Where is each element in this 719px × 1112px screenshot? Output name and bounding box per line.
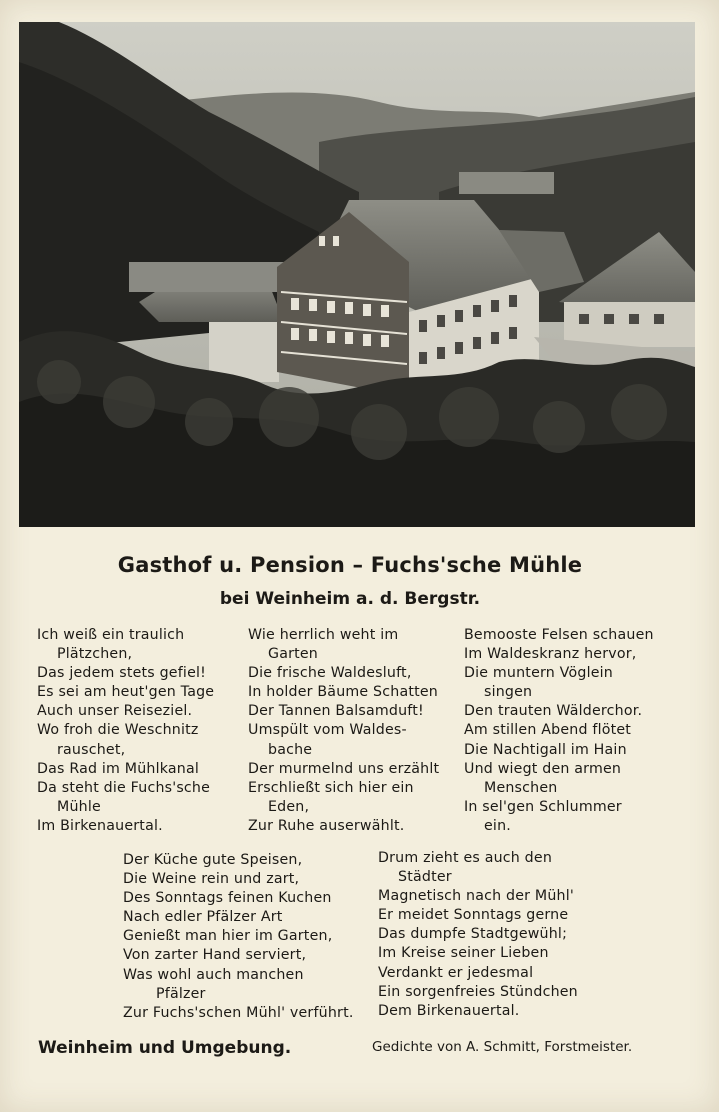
poem-line: ein. — [484, 817, 511, 834]
poem-line: Das Rad im Mühlkanal — [37, 760, 200, 777]
poem-line: Umspült vom Waldes- — [248, 722, 407, 739]
poem-line: Die Weine rein und zart, — [123, 871, 300, 888]
poem-line: Der Tannen Balsamduft! — [248, 703, 424, 720]
poem-line: Im Waldeskranz hervor, — [464, 646, 637, 663]
poem-line: Eden, — [268, 798, 310, 815]
poem-stanza-5 — [378, 849, 578, 1021]
poem-line: Wie herrlich weht im — [248, 627, 399, 643]
footer-author-credit: Gedichte von A. Schmitt, Forstmeister. — [372, 1039, 633, 1055]
card-title: Gasthof u. Pension – Fuchs'sche Mühle — [117, 553, 583, 577]
poem-line: Verdankt er jedesmal — [378, 964, 534, 981]
photo-illustration — [19, 22, 695, 527]
footer-series-title: Weinheim und Umgebung. — [38, 1038, 292, 1058]
poem-line: Dem Birkenauertal. — [378, 1002, 520, 1019]
poem-line: Nach edler Pfälzer Art — [123, 909, 283, 926]
poem-line: Und wiegt den armen — [464, 760, 622, 777]
poem-line: Das dumpfe Stadtgewühl; — [378, 926, 568, 943]
poem-line: Die Nachtigall im Hain — [464, 741, 627, 758]
poem-line: Erschließt sich hier ein — [248, 779, 414, 796]
poem-line: Bemooste Felsen schauen — [464, 627, 654, 643]
poem-line: Es sei am heut'gen Tage — [37, 684, 215, 701]
poem-line: Im Birkenauertal. — [37, 817, 163, 834]
mill-photograph — [19, 22, 695, 527]
poem-line: singen — [484, 684, 533, 701]
poem-stanza-4 — [123, 851, 354, 1023]
poem-line: Zur Fuchs'schen Mühl' verführt. — [123, 1004, 354, 1021]
poem-stanza-1 — [37, 626, 214, 836]
poem-line: Der murmelnd uns erzählt — [248, 760, 440, 777]
poem-line: Die frische Waldesluft, — [248, 665, 412, 682]
poem-line: Plätzchen, — [57, 646, 133, 663]
poem-line: bache — [268, 741, 313, 758]
poem-line: Von zarter Hand serviert, — [123, 947, 307, 964]
poem-line: Garten — [268, 646, 319, 663]
poem-line: Magnetisch nach der Mühl' — [378, 888, 574, 905]
poem-line: Ich weiß ein traulich — [37, 627, 185, 643]
poem-line: rauschet, — [57, 741, 126, 758]
poem-line: Im Kreise seiner Lieben — [378, 945, 549, 962]
card-subtitle: bei Weinheim a. d. Bergstr. — [219, 589, 481, 609]
poem-line: Was wohl auch manchen — [123, 966, 304, 983]
poem-line: Die muntern Vöglein — [464, 665, 613, 682]
poem-stanza-2 — [248, 626, 439, 836]
poem-line: Städter — [398, 869, 452, 886]
poem-line: Menschen — [484, 779, 558, 796]
poem-line: Ein sorgenfreies Stündchen — [378, 983, 578, 1000]
poem-line: Da steht die Fuchs'sche — [37, 779, 211, 796]
poem-line: Zur Ruhe auserwählt. — [248, 817, 405, 834]
poem-line: Am stillen Abend flötet — [464, 722, 632, 739]
poem-stanza-3 — [464, 626, 654, 836]
poem-line: Des Sonntags feinen Kuchen — [123, 890, 332, 907]
poem-line: Genießt man hier im Garten, — [123, 928, 333, 945]
poem-line: Der Küche gute Speisen, — [123, 852, 303, 868]
poem-line: Mühle — [57, 798, 101, 815]
poem-line: Drum zieht es auch den — [378, 850, 553, 866]
poem-line: Pfälzer — [156, 985, 206, 1002]
poem-line: Auch unser Reiseziel. — [37, 703, 193, 720]
poem-line: Das jedem stets gefiel! — [37, 665, 207, 682]
poem-line: Wo froh die Weschnitz — [37, 722, 199, 739]
poem-line: Den trauten Wälderchor. — [464, 703, 643, 720]
poem-line: In holder Bäume Schatten — [248, 684, 438, 701]
poem-line: Er meidet Sonntags gerne — [378, 907, 569, 924]
poem-line: In sel'gen Schlummer — [464, 798, 622, 815]
